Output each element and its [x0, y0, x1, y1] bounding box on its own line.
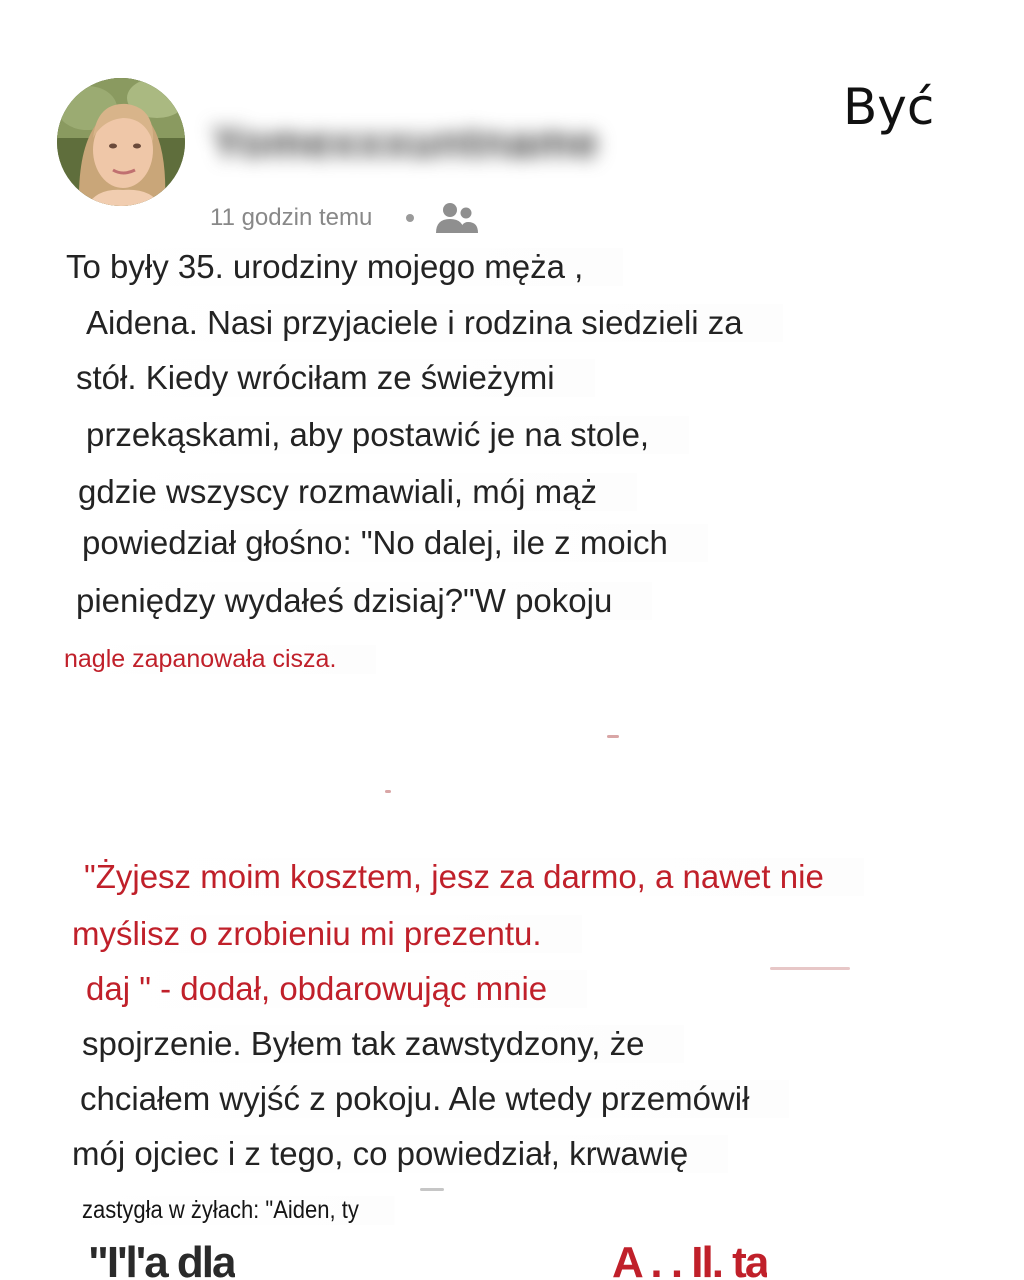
corner-word: Być	[843, 78, 935, 136]
story-line: chciałem wyjść z pokoju. Ale wtedy przemówił	[80, 1080, 789, 1118]
story-line: zastygła w żyłach: "Aiden, ty	[82, 1196, 394, 1225]
story-line: stół. Kiedy wróciłam ze świeżymi	[76, 359, 595, 397]
story-line: pieniędzy wydałeś dzisiaj?"W pokoju	[76, 582, 652, 620]
story-line: Aidena. Nasi przyjaciele i rodzina siedzieli za	[86, 304, 783, 342]
artifact-speck	[607, 735, 619, 738]
story-line: daj " - dodał, obdarowując mnie	[86, 970, 587, 1008]
post-timestamp[interactable]: 11 godzin temu	[210, 204, 373, 231]
story-line: "Żyjesz moim kosztem, jesz za darmo, a nawet nie	[84, 858, 864, 896]
artifact-speck	[420, 1188, 444, 1191]
story-line: myślisz o zrobieniu mi prezentu.	[72, 915, 582, 953]
people-icon[interactable]	[434, 201, 480, 235]
artifact-speck	[770, 967, 850, 970]
story-line: gdzie wszyscy rozmawiali, mój mąż	[78, 473, 637, 511]
garbled-text-right: A . . Il. ta	[612, 1238, 768, 1280]
story-line: nagle zapanowała cisza.	[64, 645, 376, 674]
story-line: spojrzenie. Byłem tak zawstydzony, że	[82, 1025, 684, 1063]
author-avatar[interactable]	[57, 78, 185, 206]
garbled-text-left: "I'l'a dla	[88, 1238, 235, 1280]
story-line: przekąskami, aby postawić je na stole,	[86, 416, 689, 454]
story-line: powiedział głośno: "No dalej, ile z moich	[82, 524, 708, 562]
avatar-photo	[57, 78, 185, 206]
meta-separator-dot	[406, 214, 414, 222]
artifact-speck	[385, 790, 391, 793]
story-line: mój ojciec i z tego, co powiedział, krwawię	[72, 1135, 728, 1173]
story-line: To były 35. urodziny mojego męża ,	[66, 248, 623, 286]
author-name[interactable]: Yomexxxuntname	[212, 118, 600, 167]
post-meta	[210, 201, 480, 235]
